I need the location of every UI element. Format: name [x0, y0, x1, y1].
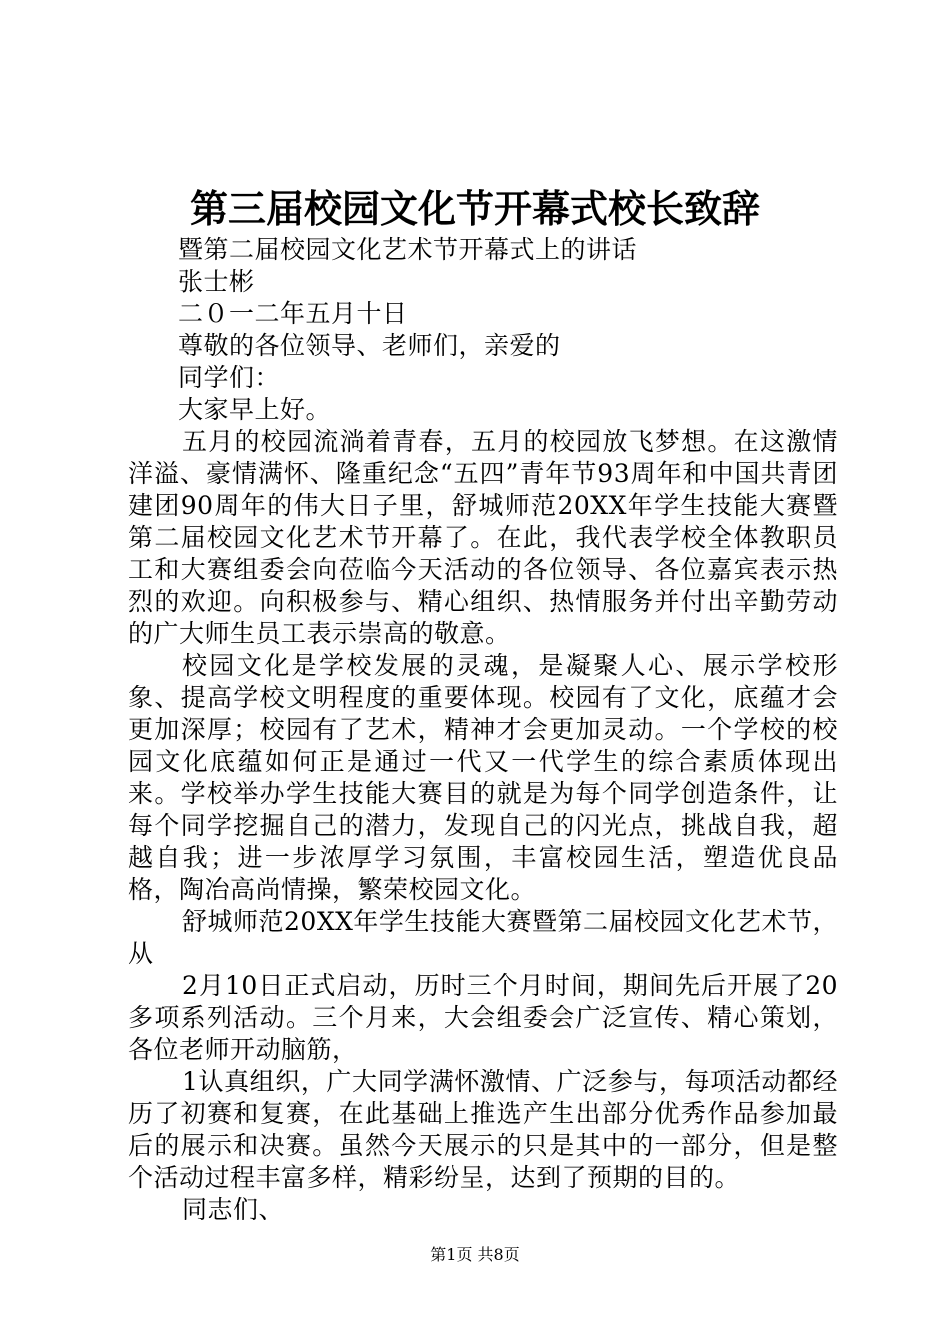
subtitle: 暨第二届校园文化艺术节开幕式上的讲话 — [178, 235, 638, 264]
date: 二０一二年五月十日 — [178, 299, 408, 328]
document-body — [128, 234, 838, 1226]
page-footer: 第1页 共8页 — [430, 1245, 520, 1264]
greeting: 大家早上好。 — [178, 395, 332, 424]
paragraph-4: 2月10日正式启动，历时三个月时间，期间先后开展了20多项系列活动。三个月来，大会组委会广泛宣传、精心策划，各位老师开动脑筋， — [128, 971, 838, 1064]
document-title: 第三届校园文化节开幕式校长致辞 — [189, 186, 760, 231]
salutation-line-2: 同学们： — [178, 363, 281, 392]
author: 张士彬 — [178, 267, 255, 296]
salutation-line-1: 尊敬的各位领导、老师们，亲爱的 — [178, 331, 561, 360]
paragraph-5: 1认真组织，广大同学满怀激情、广泛参与，每项活动都经历了初赛和复赛，在此基础上推选产生出部分优秀作品参加最后的展示和决赛。虽然今天展示的只是其中的一部分，但是整个活动过程丰富多样，精彩纷呈，达到了预期的目的。 — [128, 1067, 838, 1192]
paragraph-3: 舒城师范20XX年学生技能大赛暨第二届校园文化艺术节，从 — [128, 907, 838, 968]
paragraph-1: 五月的校园流淌着青春，五月的校园放飞梦想。在这激情洋溢、豪情满怀、隆重纪念“五四”青年节93周年和中国共青团建团90周年的伟大日子里，舒城师范20XX年学生技能大赛暨第二届校园文化艺术节开幕了。在此，我代表学校全体教职员工和大赛组委会向莅临今天活动的各位领导、各位嘉宾表示热烈的欢迎。向积极参与、精心组织、热情服务并付出辛勤劳动的广大师生员工表示崇高的敬意。 — [128, 427, 838, 648]
paragraph-2: 校园文化是学校发展的灵魂，是凝聚人心、展示学校形象、提高学校文明程度的重要体现。校园有了文化，底蕴才会更加深厚；校园有了艺术，精神才会更加灵动。一个学校的校园文化底蕴如何正是通过一代又一代学生的综合素质体现出来。学校举办学生技能大赛目的就是为每个同学创造条件，让每个同学挖掘自己的潜力，发现自己的闪光点，挑战自我，超越自我；进一步浓厚学习氛围，丰富校园生活，塑造优良品格，陶冶高尚情操，繁荣校园文化。 — [128, 651, 838, 904]
closing: 同志们、 — [182, 1195, 285, 1224]
